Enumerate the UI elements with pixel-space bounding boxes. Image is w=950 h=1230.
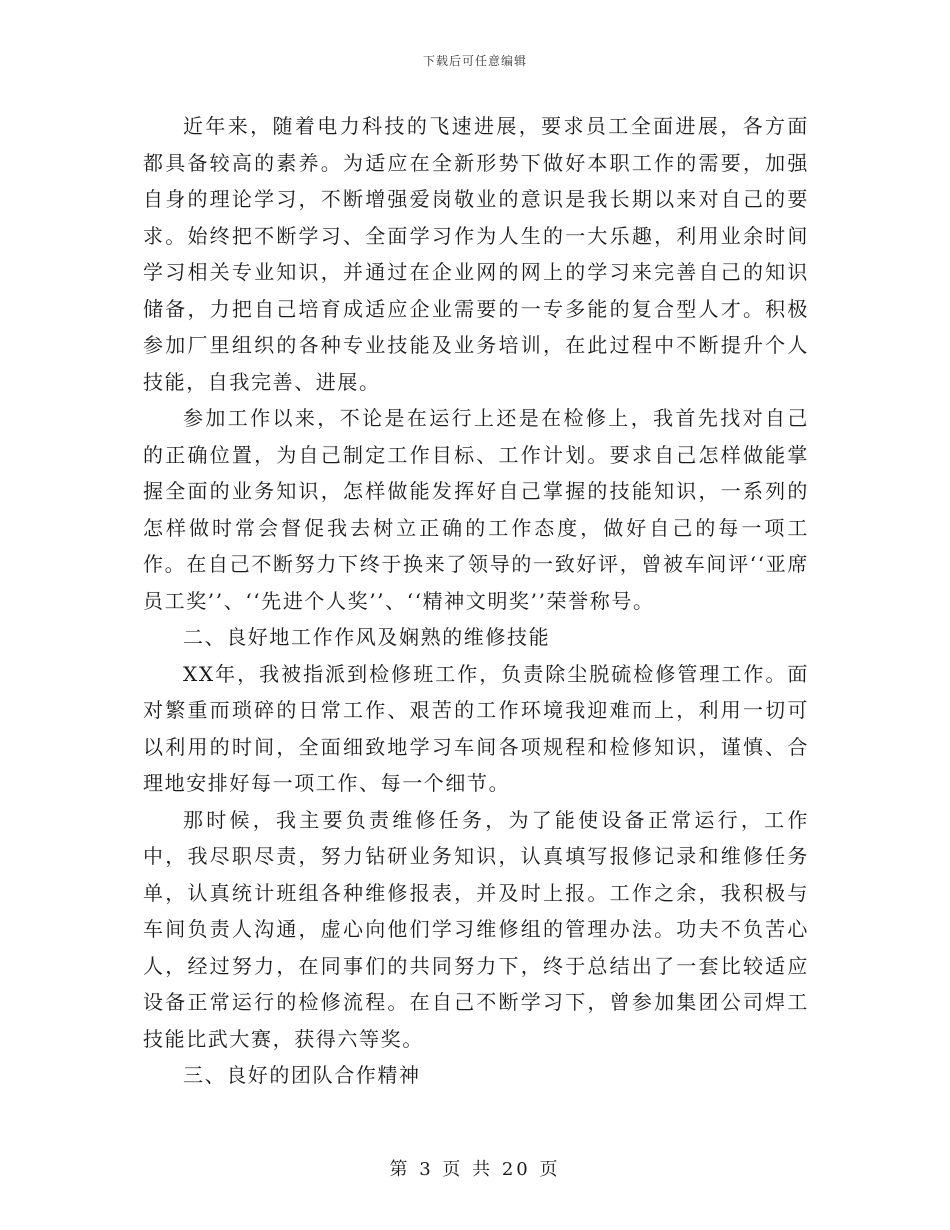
page-footer: 第 3 页 共 20 页	[389, 1159, 561, 1180]
paragraph-1: 近年来，随着电力科技的飞速进展，要求员工全面进展，各方面都具备较高的素养。为适应在全新形势下做好本职工作的需要，加强自身的理论学习，不断增强爱岗敬业的意识是我长期以来对自己的要求。始终把不断学习、全面学习作为人生的一大乐趣，利用业余时间学习相关专业知识，并通过在企业网的网上的学习来完善自己的知识储备，力把自己培育成适应企业需要的一专多能的复合型人才。积极参加厂里组织的各种专业技能及业务培训，在此过程中不断提升个人技能，自我完善、进展。	[143, 114, 809, 394]
paragraph-2: 参加工作以来，不论是在运行上还是在检修上，我首先找对自己的正确位置，为自己制定工作目标、工作计划。要求自己怎样做能掌握全面的业务知识，怎样做能发挥好自己掌握的技能知识，一系列的怎样做时常会督促我去树立正确的工作态度，做好自己的每一项工作。在自己不断努力下终于换来了领导的一致好评，曾被车间评‘‘亚席员工奖’’、‘‘先进个人奖’’、‘‘精神文明奖’’荣誉称号。	[143, 406, 809, 613]
page-header: 下载后可任意编辑	[422, 54, 527, 68]
section-heading-3: 三、良好的团队合作精神	[183, 1063, 421, 1087]
paragraph-3: XX年，我被指派到检修班工作，负责除尘脱硫检修管理工作。面对繁重而琐碎的日常工作、艰苦的工作环境我迎难而上，利用一切可以利用的时间，全面细致地学习车间各项规程和检修知识，谨慎、合理地安排好每一项工作、每一个细节。	[143, 661, 809, 795]
section-heading-2: 二、良好地工作作风及娴熟的维修技能	[183, 625, 551, 649]
paragraph-4: 那时候，我主要负责维修任务，为了能使设备正常运行，工作中，我尽职尽责，努力钻研业务知识，认真填写报修记录和维修任务单，认真统计班组各种维修报表，并及时上报。工作之余，我积极与车间负责人沟通，虚心向他们学习维修组的管理办法。功夫不负苦心人，经过努力，在同事们的共同努力下，终于总结出了一套比较适应设备正常运行的检修流程。在自己不断学习下，曾参加集团公司焊工技能比武大赛，获得六等奖。	[143, 807, 809, 1051]
document-body	[143, 108, 809, 1094]
